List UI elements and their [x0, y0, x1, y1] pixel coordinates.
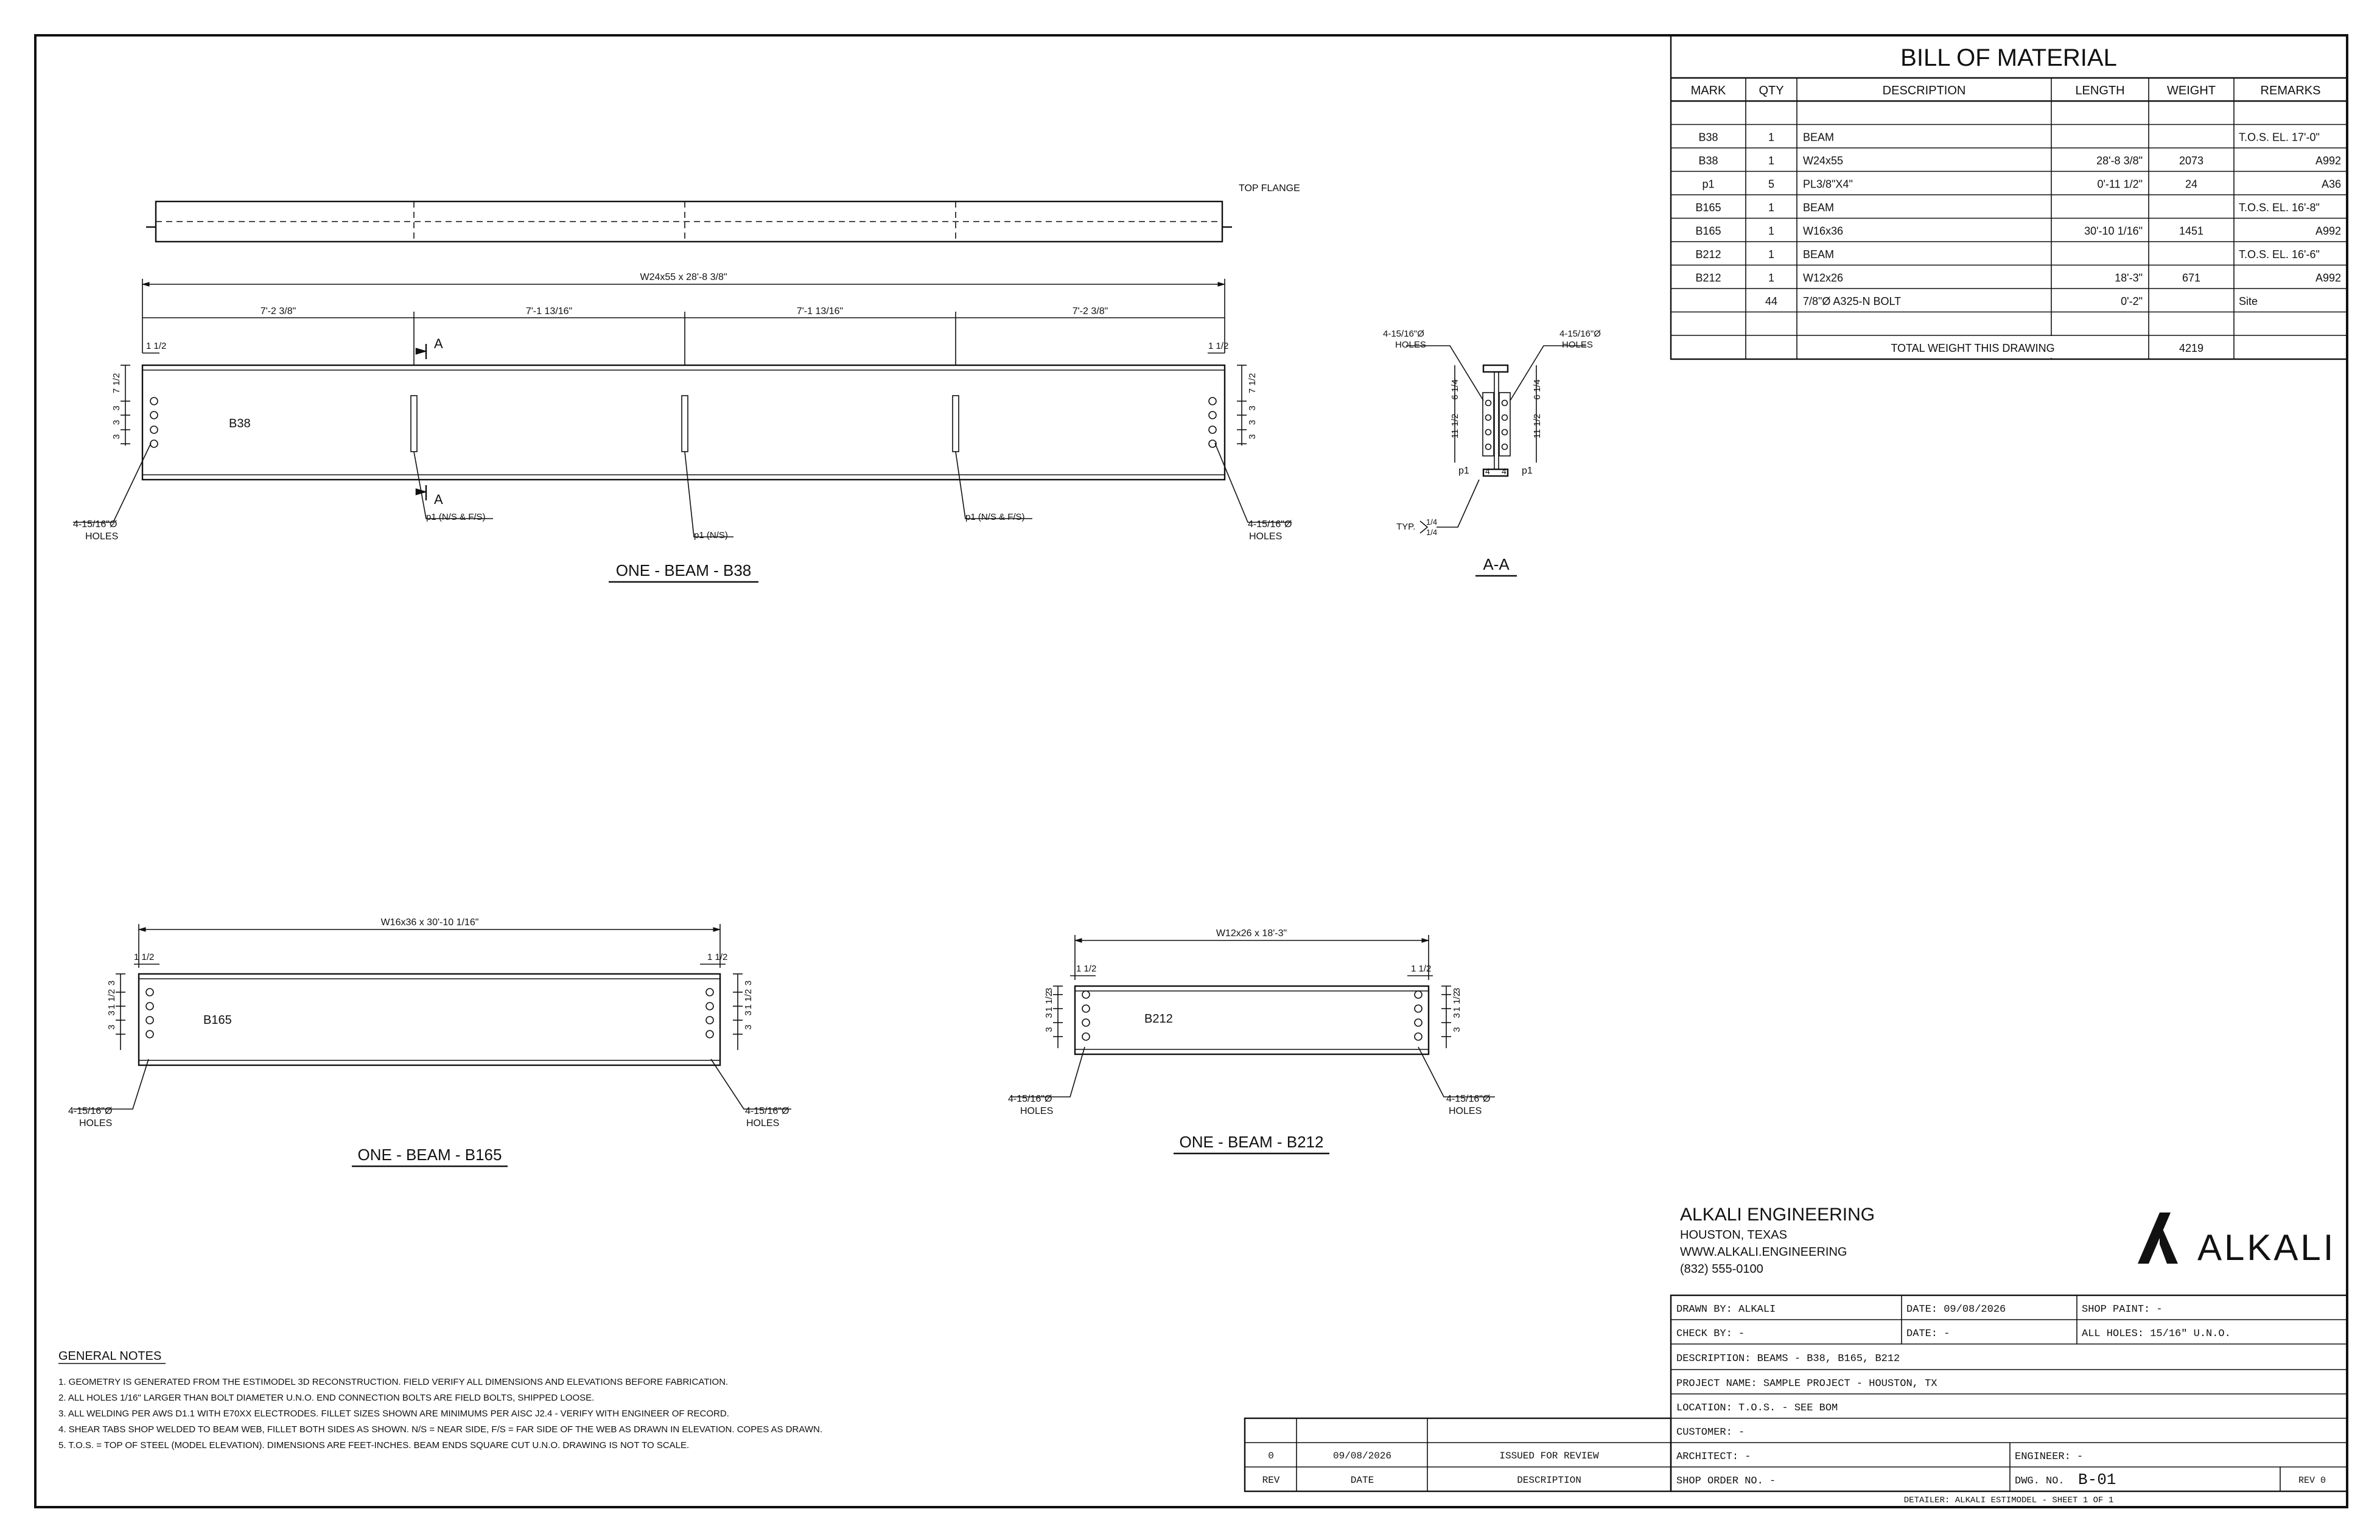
note-2: 2. ALL HOLES 1/16" LARGER THAN BOLT DIAMETER U.N.O. END CONNECTION BOLTS ARE FIELD BOLTS, SHIPPED LOOSE. [58, 1393, 595, 1403]
section-a-a-view [1383, 329, 1601, 576]
bom-cell: B212 [1695, 248, 1721, 261]
b38-mark: B38 [229, 417, 251, 430]
bolt-hole-icon [1082, 1019, 1090, 1026]
rev-description: ISSUED FOR REVIEW [1499, 1451, 1599, 1461]
b38-left-vdim-4: 3 [111, 434, 122, 439]
bolt-hole-icon [706, 1017, 713, 1024]
b165-right-vdim-3: 3 [743, 1010, 754, 1016]
bom-cell: A992 [2315, 271, 2341, 284]
tb-check-by: CHECK BY: - [1676, 1328, 1745, 1340]
b38-plate-1 [411, 396, 417, 452]
bom-cell: 1 [1768, 248, 1775, 261]
tb-all-holes: ALL HOLES: 15/16" U.N.O. [2082, 1328, 2231, 1340]
sheet-border [35, 35, 2347, 1507]
b165-caption: ONE - BEAM - B165 [357, 1146, 502, 1164]
tb-description: DESCRIPTION: BEAMS - B38, B165, B212 [1676, 1353, 1900, 1365]
aa-typ: TYP. [1396, 522, 1416, 532]
aa-holes-left-2: HOLES [1395, 340, 1426, 350]
bom-cell: 1 [1768, 201, 1775, 214]
b212-caption: ONE - BEAM - B212 [1179, 1133, 1324, 1151]
b212-holes-note-left-2: HOLES [1020, 1106, 1054, 1116]
bolt-hole-icon [706, 1003, 713, 1010]
bolt-hole-icon [1502, 430, 1508, 435]
b165-overall-dim: W16x36 x 30'-10 1/16" [380, 917, 479, 928]
b165-left-vdim-4: 3 [107, 1024, 117, 1030]
b38-seg-2: 7'-1 13/16" [525, 306, 573, 317]
bolt-hole-icon [150, 426, 158, 433]
b212-right-vdim-4: 3 [1452, 1027, 1462, 1032]
section-mark-top: A [434, 336, 443, 351]
b38-seg-1: 7'-2 3/8" [260, 306, 296, 317]
tb-architect: ARCHITECT: - [1676, 1451, 1751, 1463]
b38-plate-note-2: p1 (N/S) [694, 530, 728, 541]
bom-cell: p1 [1702, 178, 1715, 191]
b212-left-vdim-2: 1 1/2 [1044, 991, 1054, 1012]
b38-plate-2 [682, 396, 688, 452]
bom-cell: Site [2239, 295, 2258, 307]
bom-cell: 1 [1768, 225, 1775, 237]
bolt-hole-icon [1486, 415, 1491, 421]
bolt-hole-icon [1082, 1033, 1090, 1040]
rev-header-description: DESCRIPTION [1517, 1475, 1581, 1486]
note-5: 5. T.O.S. = TOP OF STEEL (MODEL ELEVATION). DIMENSIONS ARE FEET-INCHES. BEAM ENDS SQUARE CUT U.N.O. DRAWING IS NOT TO SCALE. [58, 1440, 690, 1451]
tb-drawn-by: DRAWN BY: ALKALI [1676, 1304, 1776, 1315]
rev-header-rev: REV [1262, 1475, 1280, 1486]
bom-cell: T.O.S. EL. 16'-8" [2239, 201, 2320, 214]
bom-cell: A992 [2315, 225, 2341, 237]
bolt-hole-icon [1415, 1019, 1422, 1026]
tb-project: PROJECT NAME: SAMPLE PROJECT - HOUSTON, TX [1676, 1378, 1937, 1390]
section-web [1494, 372, 1499, 469]
section-plate-right [1499, 393, 1510, 456]
aa-weld-bottom: 1/4 [1426, 528, 1438, 537]
b165-holes-note-right-2: HOLES [746, 1118, 780, 1129]
bom-cell: A992 [2315, 155, 2341, 167]
aa-plate-right: p1 [1522, 466, 1533, 476]
b38-end-dim-left: 1 1/2 [146, 341, 167, 351]
b38-right-vdim-3: 3 [1247, 419, 1258, 425]
bolt-hole-icon [1502, 415, 1508, 421]
bolt-hole-icon [1209, 411, 1216, 419]
bom-cell: 1 [1768, 155, 1775, 167]
bolt-hole-icon [1415, 1033, 1422, 1040]
b38-end-dim-right: 1 1/2 [1208, 341, 1229, 351]
bolt-hole-icon [706, 989, 713, 996]
bom-cell: B212 [1695, 271, 1721, 284]
logo-text: ALKALI [2197, 1227, 2336, 1268]
note-1: 1. GEOMETRY IS GENERATED FROM THE ESTIMODEL 3D RECONSTRUCTION. FIELD VERIFY ALL DIMENSIONS AND ELEVATIONS BEFORE FABRICATION. [58, 1377, 729, 1387]
b212-holes-note-left-1: 4-15/16"Ø [1008, 1094, 1052, 1104]
bom-cell: 671 [2182, 271, 2201, 284]
note-4: 4. SHEAR TABS SHOP WELDED TO BEAM WEB, FILLET BOTH SIDES AS SHOWN. N/S = NEAR SIDE, F/S = FAR SIDE OF THE WEB AS DRAWN IN ELEVATION. COPES AS DRAWN. [58, 1424, 822, 1435]
rev-no: 0 [1268, 1451, 1274, 1461]
b38-right-vdim-1: 7 1/2 [1247, 373, 1258, 394]
b165-mark: B165 [203, 1013, 232, 1027]
bom-cell: 0'-2" [2121, 295, 2143, 307]
b212-holes-note-right-2: HOLES [1449, 1106, 1482, 1116]
bom-cell: PL3/8"X4" [1803, 178, 1853, 191]
b212-end-dim-left: 1 1/2 [1076, 964, 1097, 974]
bom-cell: B38 [1698, 155, 1718, 167]
bolt-hole-icon [1415, 991, 1422, 998]
bom-cell: 0'-11 1/2" [2097, 178, 2143, 191]
b212-left-vdim-4: 3 [1044, 1027, 1054, 1032]
aa-holes-right-2: HOLES [1562, 340, 1593, 350]
beam-b38-view [73, 183, 1300, 582]
bom-cell: A36 [2321, 178, 2341, 191]
aa-gauge-right: 4 [1502, 466, 1507, 476]
bom-cell: B38 [1698, 131, 1718, 144]
b212-holes-note-right-1: 4-15/16"Ø [1446, 1094, 1491, 1104]
bom-header-mark: MARK [1690, 84, 1726, 97]
b165-holes-note-left-1: 4-15/16"Ø [68, 1106, 113, 1116]
tb-engineer: ENGINEER: - [2015, 1451, 2084, 1463]
bom-cell: 1451 [2179, 225, 2204, 237]
b212-elevation [1075, 986, 1429, 1054]
b38-seg-3: 7'-1 13/16" [796, 306, 844, 317]
b38-plate-note-3: p1 (N/S & F/S) [965, 512, 1025, 522]
aa-gauge-left: 4 [1485, 466, 1490, 476]
b212-right-vdim-2: 1 1/2 [1452, 991, 1462, 1012]
section-mark-bottom: A [434, 492, 443, 507]
tb-shop-paint: SHOP PAINT: - [2082, 1304, 2163, 1315]
bom-cell: 24 [2185, 178, 2198, 191]
b165-left-vdim-1: 3 [107, 980, 117, 986]
tb-customer: CUSTOMER: - [1676, 1427, 1745, 1438]
b165-holes-note-left-2: HOLES [79, 1118, 113, 1129]
bom-title: BILL OF MATERIAL [1900, 44, 2117, 71]
revision-block [1245, 1418, 1671, 1491]
b212-mark: B212 [1144, 1012, 1173, 1026]
tb-location: LOCATION: T.O.S. - SEE BOM [1676, 1402, 1838, 1414]
b212-left-vdim-1: 3 [1044, 987, 1054, 993]
bom-cell: 5 [1768, 178, 1775, 191]
bom-cell: T.O.S. EL. 16'-6" [2239, 248, 2320, 261]
b38-holes-note-right-1: 4-15/16"Ø [1248, 519, 1292, 530]
bolt-hole-icon [146, 1003, 153, 1010]
b212-end-dim-right: 1 1/2 [1411, 964, 1432, 974]
b165-left-vdim-2: 1 1/2 [107, 989, 117, 1010]
company-city: HOUSTON, TEXAS [1680, 1228, 1787, 1242]
bom-header-remarks: REMARKS [2260, 84, 2321, 97]
bom-total-label: TOTAL WEIGHT THIS DRAWING [1891, 342, 2055, 354]
bolt-hole-icon [1486, 401, 1491, 406]
tb-dwg-label: DWG. NO. [2015, 1475, 2065, 1487]
aa-dim-side-left: 11 1/2 [1450, 413, 1460, 439]
note-3: 3. ALL WELDING PER AWS D1.1 WITH E70XX ELECTRODES. FILLET SIZES SHOWN ARE MINIMUMS PER AISC J2.4 - VERIFY WITH ENGINEER OF RECORD. [58, 1409, 729, 1419]
aa-holes-left-1: 4-15/16"Ø [1383, 329, 1424, 339]
bom-cell: W12x26 [1803, 271, 1844, 284]
bolt-hole-icon [1209, 426, 1216, 433]
b38-holes-note-left-1: 4-15/16"Ø [73, 519, 117, 530]
aa-dim-side-right: 11 1/2 [1532, 413, 1542, 439]
bom-cell: W24x55 [1803, 155, 1844, 167]
b38-left-vdim-1: 7 1/2 [111, 373, 122, 394]
aa-plate-left: p1 [1458, 466, 1469, 476]
b38-left-vdim-2: 3 [111, 405, 122, 411]
aa-dim-top-left: 6 1/4 [1450, 379, 1460, 400]
bolt-hole-icon [150, 440, 158, 447]
general-notes [58, 1349, 822, 1451]
b165-right-vdim-1: 3 [743, 980, 754, 986]
b38-plate-note-1: p1 (N/S & F/S) [426, 512, 486, 522]
bolt-hole-icon [146, 1017, 153, 1024]
bolt-hole-icon [706, 1031, 713, 1038]
b165-end-dim-left: 1 1/2 [134, 952, 155, 962]
b38-right-vdim-2: 3 [1247, 405, 1258, 411]
tb-rev: REV 0 [2298, 1475, 2326, 1486]
b38-holes-note-left-2: HOLES [85, 531, 119, 542]
bom-header-qty: QTY [1759, 84, 1784, 97]
b165-left-vdim-3: 3 [107, 1010, 117, 1016]
bom-cell: BEAM [1803, 131, 1835, 144]
section-plate-left [1483, 393, 1494, 456]
bom-cell: BEAM [1803, 201, 1835, 214]
bom-cell: W16x36 [1803, 225, 1844, 237]
title-block [1671, 1295, 2347, 1505]
b38-holes-note-right-2: HOLES [1249, 531, 1283, 542]
bom-cell: B165 [1695, 201, 1721, 214]
bom-cell: 7/8"Ø A325-N BOLT [1803, 295, 1902, 307]
beam-b165-view [68, 917, 791, 1166]
b38-caption: ONE - BEAM - B38 [615, 561, 752, 579]
aa-dim-top-right: 6 1/4 [1532, 379, 1542, 400]
bom-total-weight: 4219 [2179, 342, 2204, 354]
bolt-hole-icon [1502, 444, 1508, 450]
alkali-logo-icon [2138, 1213, 2178, 1264]
bom-cell: 18'-3" [2115, 271, 2143, 284]
aa-holes-right-1: 4-15/16"Ø [1559, 329, 1601, 339]
bolt-hole-icon [1082, 991, 1090, 998]
b212-right-vdim-1: 3 [1452, 987, 1462, 993]
tb-date-1: DATE: 09/08/2026 [1906, 1304, 2006, 1315]
notes-heading: GENERAL NOTES [58, 1349, 162, 1363]
bolt-hole-icon [1082, 1005, 1090, 1012]
bolt-hole-icon [1486, 444, 1491, 450]
bolt-hole-icon [1209, 397, 1216, 405]
b38-seg-4: 7'-2 3/8" [1072, 306, 1108, 317]
bom-cell: 2073 [2179, 155, 2204, 167]
bom-cell: 1 [1768, 271, 1775, 284]
bom-cell: 44 [1765, 295, 1778, 307]
bolt-hole-icon [150, 397, 158, 405]
bom-cell: 1 [1768, 131, 1775, 144]
b38-elevation [142, 365, 1225, 480]
b165-holes-note-right-1: 4-15/16"Ø [745, 1106, 789, 1116]
b212-overall-dim: W12x26 x 18'-3" [1216, 928, 1287, 939]
company-phone: (832) 555-0100 [1680, 1262, 1763, 1276]
b38-right-vdim-4: 3 [1247, 434, 1258, 439]
bom-header-weight: WEIGHT [2167, 84, 2216, 97]
b165-right-vdim-4: 3 [743, 1024, 754, 1030]
bom-cell: T.O.S. EL. 17'-0" [2239, 131, 2320, 144]
beam-b212-view [1008, 928, 1495, 1153]
rev-date: 09/08/2026 [1332, 1451, 1392, 1461]
bom-header-length: LENGTH [2075, 84, 2125, 97]
b212-left-vdim-3: 3 [1044, 1013, 1054, 1018]
bom-cell: BEAM [1803, 248, 1835, 261]
b212-right-vdim-3: 3 [1452, 1013, 1462, 1018]
bom-header-description: DESCRIPTION [1882, 84, 1966, 97]
b38-plate-3 [953, 396, 959, 452]
tb-shop-order: SHOP ORDER NO. - [1676, 1475, 1776, 1487]
bolt-hole-icon [1502, 401, 1508, 406]
bolt-hole-icon [146, 1031, 153, 1038]
bolt-hole-icon [146, 989, 153, 996]
bom-cell: B165 [1695, 225, 1721, 237]
b165-right-vdim-2: 1 1/2 [743, 989, 754, 1010]
top-flange-label: TOP FLANGE [1239, 183, 1300, 194]
tb-date-2: DATE: - [1906, 1328, 1950, 1340]
bill-of-material [1671, 35, 2347, 359]
bolt-hole-icon [1486, 430, 1491, 435]
company-block [1680, 1205, 2336, 1276]
rev-header-date: DATE [1350, 1475, 1374, 1486]
tb-footer: DETAILER: ALKALI ESTIMODEL - SHEET 1 OF 1 [1903, 1496, 2114, 1505]
bom-cell: 30'-10 1/16" [2084, 225, 2143, 237]
bolt-hole-icon [150, 411, 158, 419]
b38-overall-dim: W24x55 x 28'-8 3/8" [640, 272, 727, 282]
tb-dwg-no: B-01 [2078, 1471, 2116, 1489]
company-web: WWW.ALKALI.ENGINEERING [1680, 1245, 1847, 1259]
bolt-hole-icon [1415, 1005, 1422, 1012]
aa-caption: A-A [1483, 555, 1510, 573]
b38-left-vdim-3: 3 [111, 419, 122, 425]
aa-weld-top: 1/4 [1426, 517, 1438, 527]
company-name: ALKALI ENGINEERING [1680, 1205, 1875, 1225]
b165-end-dim-right: 1 1/2 [707, 952, 728, 962]
bom-cell: 28'-8 3/8" [2096, 155, 2143, 167]
